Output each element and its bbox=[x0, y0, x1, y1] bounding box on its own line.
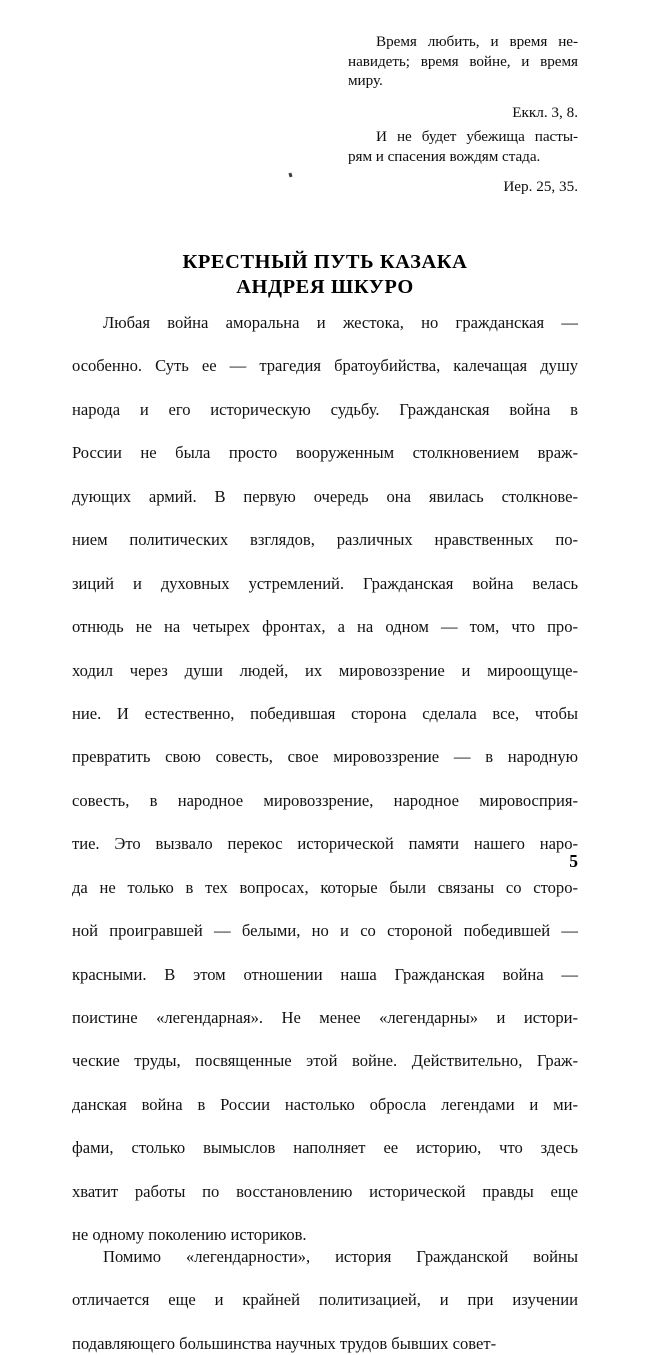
text-line: особенно. Суть ее — трагедия братоубийства, калечащая душу bbox=[72, 356, 578, 376]
chapter-title-line-1: КРЕСТНЫЙ ПУТЬ КАЗАКА bbox=[182, 250, 468, 273]
epigraph-2-text bbox=[348, 127, 578, 166]
text-line: зиций и духовных устремлений. Гражданская война велась bbox=[72, 573, 578, 593]
text-line: России не была просто вооруженным столкновением враж- bbox=[72, 443, 578, 463]
epigraph-2-source: Иер. 25, 35. bbox=[503, 178, 578, 196]
text-line: отличается еще и крайней политизацией, и при изучении bbox=[72, 1290, 578, 1310]
text-line: поистине «легендарная». Не менее «легендарны» и истори- bbox=[72, 1008, 578, 1027]
text-line: ной проигравшей — белыми, но и со стороной победившей — bbox=[72, 921, 578, 941]
text-line: ходил через души людей, их мировоззрение и мироощуще- bbox=[72, 660, 578, 680]
text-line: ческие труды, посвященные этой войне. Действительно, Граж- bbox=[72, 1051, 578, 1071]
text-line: совесть, в народное мировоззрение, народное мировосприя- bbox=[72, 790, 578, 810]
epigraph-1-line-2: навидеть; время войне, и время bbox=[348, 52, 578, 70]
text-line: красными. В этом отношении наша Гражданская война — bbox=[72, 964, 578, 984]
chapter-title-line-2: АНДРЕЯ ШКУРО bbox=[236, 276, 414, 299]
body-text bbox=[72, 312, 578, 1355]
text-line: не одному поколению историков. bbox=[72, 1225, 307, 1245]
paragraph bbox=[72, 1246, 578, 1355]
text-line: да не только в тех вопросах, которые были связаны со сторо- bbox=[72, 877, 578, 897]
epigraph-1-line-3: миру. bbox=[348, 72, 383, 90]
epigraph-1-line-1: Время любить, и время не- bbox=[376, 33, 578, 50]
epigraph-2-line-2: рям и спасения вождям стада. bbox=[348, 147, 541, 165]
text-line: дующих армий. В первую очередь она явилась столкнове- bbox=[72, 486, 578, 506]
text-line: отнюдь не на четырех фронтах, а на одном — том, что про- bbox=[72, 617, 578, 637]
scan-artifact-speck bbox=[288, 173, 292, 178]
text-line: Помимо «легендарности», история Гражданской войны bbox=[103, 1246, 578, 1266]
epigraph-1-source: Еккл. 3, 8. bbox=[512, 103, 578, 121]
text-line: хватит работы по восстановлению исторической правды еще bbox=[72, 1181, 578, 1201]
page-number: 5 bbox=[569, 851, 578, 871]
epigraph-2-line-1: И не будет убежища пасты- bbox=[376, 128, 578, 145]
text-line: фами, столько вымыслов наполняет ее историю, что здесь bbox=[72, 1138, 578, 1158]
text-line: ние. И естественно, победившая сторона сделала все, чтобы bbox=[72, 703, 578, 723]
text-line: тие. Это вызвало перекос исторической памяти нашего наро- bbox=[72, 834, 578, 854]
text-line: подавляющего большинства научных трудов бывших совет- bbox=[72, 1333, 497, 1353]
epigraph-2 bbox=[348, 127, 578, 196]
text-line: данская война в России настолько обросла легендами и ми- bbox=[72, 1094, 578, 1114]
page-title bbox=[72, 250, 578, 301]
paragraph bbox=[72, 312, 578, 1246]
text-line: Любая война аморальна и жестока, но гражданская — bbox=[103, 313, 578, 332]
text-line: народа и его историческую судьбу. Гражданская война в bbox=[72, 399, 578, 419]
epigraph-1-text bbox=[348, 32, 578, 91]
text-line: превратить свою совесть, свое мировоззрение — в народную bbox=[72, 747, 578, 767]
epigraph-1 bbox=[348, 32, 578, 122]
text-line: нием политических взглядов, различных нравственных по- bbox=[72, 530, 578, 550]
